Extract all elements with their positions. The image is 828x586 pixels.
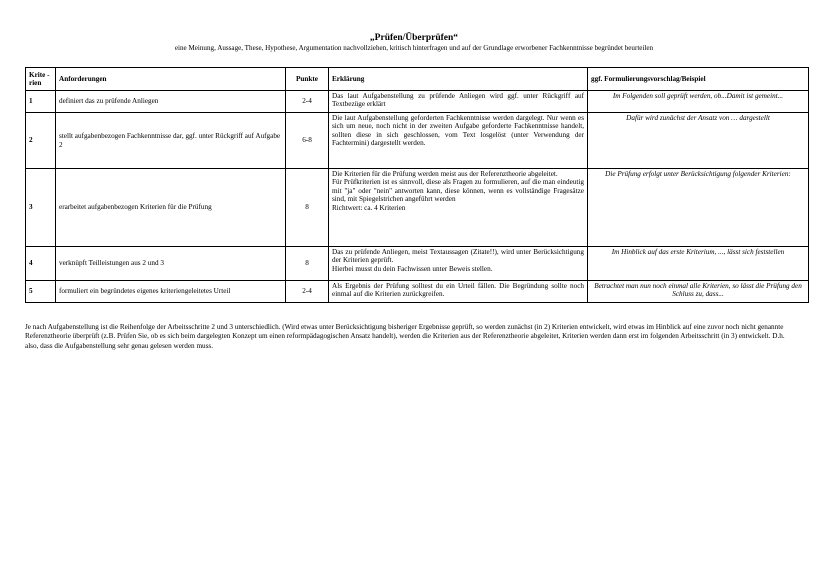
cell-nr: 1 — [26, 91, 56, 113]
cell-beispiel: Im Folgenden soll geprüft werden, ob...Damit ist gemeint... — [588, 91, 809, 113]
cell-erklaerung — [329, 113, 588, 169]
document-title: „Prüfen/Überprüfen“ — [369, 33, 459, 43]
cell-nr: 4 — [26, 247, 56, 281]
cell-beispiel: Betrachtet man nun noch einmal alle Kriterien, so lässt die Prüfung den Schluss zu, dass... — [588, 281, 809, 303]
cell-punkte: 2-4 — [286, 281, 329, 303]
cell-punkte: 8 — [286, 247, 329, 281]
cell-punkte: 8 — [286, 169, 329, 247]
erklaerung-line: Hierbei musst du dein Fachwissen unter Beweis stellen. — [332, 264, 493, 273]
table-row — [26, 91, 809, 113]
header-anforderungen: Anforderungen — [56, 68, 286, 91]
cell-erklaerung — [329, 247, 588, 281]
table-body — [26, 91, 809, 303]
table-header-row — [26, 68, 809, 91]
erklaerung-line: Für Prüfkriterien ist es sinnvoll, diese als Fragen zu formulieren, auf die man eindeutig mit "ja" oder "nein" antworten kann, diese können, wenn es vollständige Fragesätze sind, mit Spiegelstrichen angeführt werden — [332, 178, 584, 204]
cell-nr: 2 — [26, 113, 56, 169]
erklaerung-line: Das zu prüfende Anliegen, meist Textaussagen (Zitate!!), wird unter Berücksichtigung der Kriterien geprüft. — [332, 248, 584, 265]
cell-anforderung: definiert das zu prüfende Anliegen — [56, 91, 286, 113]
erklaerung-line: Richtwert: ca. 4 Kriterien — [332, 203, 406, 212]
cell-beispiel: Die Prüfung erfolgt unter Berücksichtigung folgender Kriterien: — [588, 169, 809, 247]
cell-nr: 5 — [26, 281, 56, 303]
cell-anforderung: stellt aufgabenbezogen Fachkenntnisse dar, ggf. unter Rückgriff auf Aufgabe 2 — [56, 113, 286, 169]
erklaerung-line: Als Ergebnis der Prüfung solltest du ein Urteil fällen. Die Begründung sollte noch einmal auf die Kriterien zurückgreifen. — [332, 282, 584, 299]
table-row — [26, 113, 809, 169]
table-row — [26, 281, 809, 303]
cell-punkte: 2-4 — [286, 91, 329, 113]
header-punkte: Punkte — [286, 68, 329, 91]
cell-anforderung: verknüpft Teilleistungen aus 2 und 3 — [56, 247, 286, 281]
erklaerung-line: Das laut Aufgabenstellung zu prüfende Anliegen wird ggf. unter Rückgriff auf Textbezüge erklärt — [332, 92, 584, 109]
cell-erklaerung — [329, 91, 588, 113]
header-kriterien: Krite -rien — [26, 68, 56, 91]
table-row — [26, 247, 809, 281]
cell-beispiel: Im Hinblick auf das erste Kriterium, ..., lässt sich feststellen — [588, 247, 809, 281]
cell-anforderung: formuliert ein begründetes eigenes kriteriengeleitetes Urteil — [56, 281, 286, 303]
criteria-table — [25, 67, 809, 303]
erklaerung-line: Die Kriterien für die Prüfung werden meist aus der Referenztheorie abgeleitet. — [332, 170, 558, 178]
erklaerung-line: Die laut Aufgabenstellung geforderten Fachkenntnisse werden dargelegt. Nur wenn es sich um neue, noch nicht in der zweiten Aufgabe geforderte Fachkenntnisse handelt, sollten diese in sich geschlossen, vom Text losgelöst (unter Verwendung der Fachtermini) dargestellt werden. — [332, 114, 584, 148]
cell-nr: 3 — [26, 169, 56, 247]
document-subtitle: eine Meinung, Aussage, These, Hypothese, Argumentation nachvollziehen, kritisch hinterfragen und auf der Grundlage erworbener Fachkenntnisse begründet beurteilen — [174, 44, 654, 52]
header-beispiel: ggf. Formulierungsvorschlag/Beispiel — [588, 68, 809, 91]
footer-paragraph: Je nach Aufgabenstellung ist die Reihenfolge der Arbeitsschritte 2 und 3 unterschiedlich. (Wird etwas unter Berücksichtigung bisheriger Ergebnisse geprüft, so werden zunächst (in 2) Kriterien entwickelt, wird etwas im Hinblick auf eine zuvor noch nicht genannte Referenztheorie überprüft (z.B. Prüfen Sie, ob es sich beim dargelegten Konzept um einen reformpädagogischen Ansatz handelt), werden die Kriterien aus der Referenztheorie abgeleitet, Kriterien werden dann erst im folgenden Arbeitsschritt (in 3) entwickelt. D.h. also, dass die Aufgabenstellung sehr genau gelesen werden muss. — [25, 323, 785, 350]
table-row — [26, 169, 809, 247]
cell-erklaerung — [329, 281, 588, 303]
cell-anforderung: erarbeitet aufgabenbezogen Kriterien für die Prüfung — [56, 169, 286, 247]
cell-erklaerung — [329, 169, 588, 247]
cell-beispiel: Dafür wird zunächst der Ansatz von … dargestellt — [588, 113, 809, 169]
header-erklaerung: Erklärung — [329, 68, 588, 91]
cell-punkte: 6-8 — [286, 113, 329, 169]
